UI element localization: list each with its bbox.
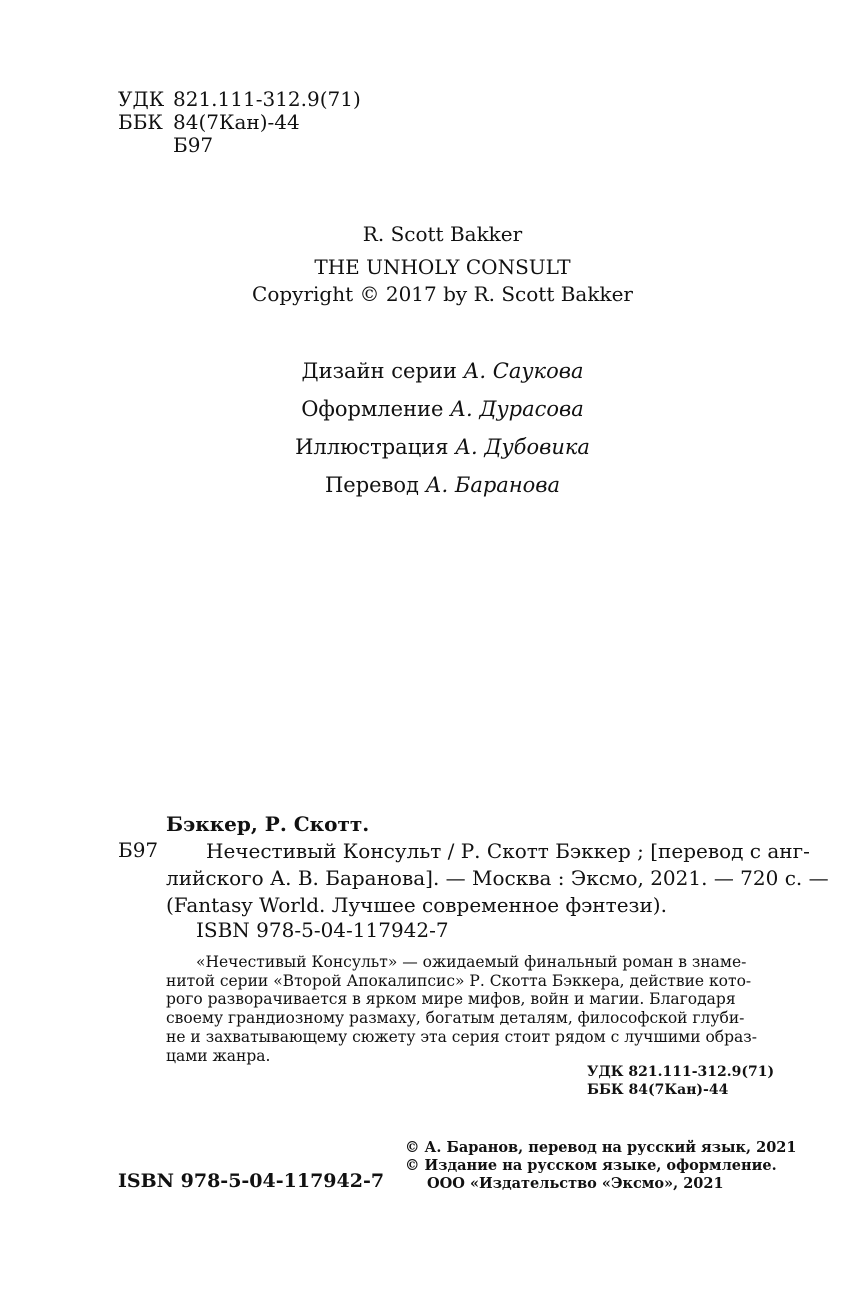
description-line: (Fantasy World. Лучшее современное фэнтези). (166, 893, 667, 917)
credit-person: А. Дубовика (455, 435, 590, 459)
udk-row (118, 88, 361, 111)
copyright-line: © Издание на русском языке, оформление. (405, 1157, 777, 1174)
original-copyright: Copyright © 2017 by R. Scott Bakker (252, 282, 633, 306)
credit-person: А. Дурасова (450, 397, 584, 421)
credit-role: Иллюстрация (295, 435, 449, 459)
copyright-notices (405, 1139, 796, 1193)
abstract-line: «Нечестивый Консульт» — ожидаемый финальный роман в знаме- (196, 953, 747, 971)
credit-role: Дизайн серии (301, 359, 457, 383)
abstract-line: нитой серии «Второй Апокалипсис» Р. Скотта Бэккера, действие кото- (166, 971, 752, 990)
copyright-line: ООО «Издательство «Эксмо», 2021 (427, 1175, 724, 1192)
bbk-value: 84(7Кан)-44 (173, 110, 300, 134)
catalog-isbn: ISBN 978-5-04-117942-7 (196, 918, 449, 942)
credit-layout (0, 390, 845, 428)
credits (0, 352, 845, 504)
abstract-line: своему грандиозному размаху, богатым деталям, философской глуби- (166, 1009, 745, 1028)
abstract-line: не и захватывающему сюжету эта серия стоит рядом с лучшими образ- (166, 1027, 757, 1046)
abstract-line: рого разворачивается в ярком мире мифов, войн и магии. Благодаря (166, 990, 736, 1009)
bbk-row (118, 111, 361, 134)
author-mark-row (118, 134, 361, 157)
original-edition (0, 218, 845, 311)
original-author: R. Scott Bakker (362, 222, 523, 246)
author-mark: Б97 (173, 133, 214, 157)
catalog-description (166, 838, 829, 919)
catalog-mark: Б97 (118, 838, 159, 862)
classification-block (118, 88, 361, 157)
description-line: лийского А. В. Баранова]. — Москва : Эксмо, 2021. — 720 с. — (166, 866, 829, 890)
catalog-author-heading: Бэккер, Р. Скотт. (166, 812, 370, 836)
catalog-abstract (166, 953, 757, 1065)
credit-role: Перевод (324, 473, 419, 497)
catalog-classification (587, 1063, 774, 1099)
udk-label: УДК (118, 87, 165, 111)
isbn-footer: ISBN 978-5-04-117942-7 (118, 1170, 385, 1192)
copyright-line: © А. Баранов, перевод на русский язык, 2021 (405, 1139, 797, 1156)
credit-role: Оформление (301, 397, 444, 421)
credit-translation (0, 466, 845, 504)
original-title: THE UNHOLY CONSULT (314, 255, 571, 279)
credit-illustration (0, 428, 845, 466)
credit-series-design (0, 352, 845, 390)
description-line: Нечестивый Консульт / Р. Скотт Бэккер ; [перевод с анг- (206, 839, 810, 863)
catalog-udk: УДК 821.111-312.9(71) (587, 1064, 775, 1080)
bbk-label: ББК (118, 110, 163, 134)
catalog-bbk: ББК 84(7Кан)-44 (587, 1082, 729, 1098)
credit-person: А. Баранова (425, 473, 561, 497)
credit-person: А. Саукова (463, 359, 584, 383)
abstract-line: цами жанра. (166, 1046, 271, 1065)
udk-value: 821.111-312.9(71) (173, 87, 361, 111)
